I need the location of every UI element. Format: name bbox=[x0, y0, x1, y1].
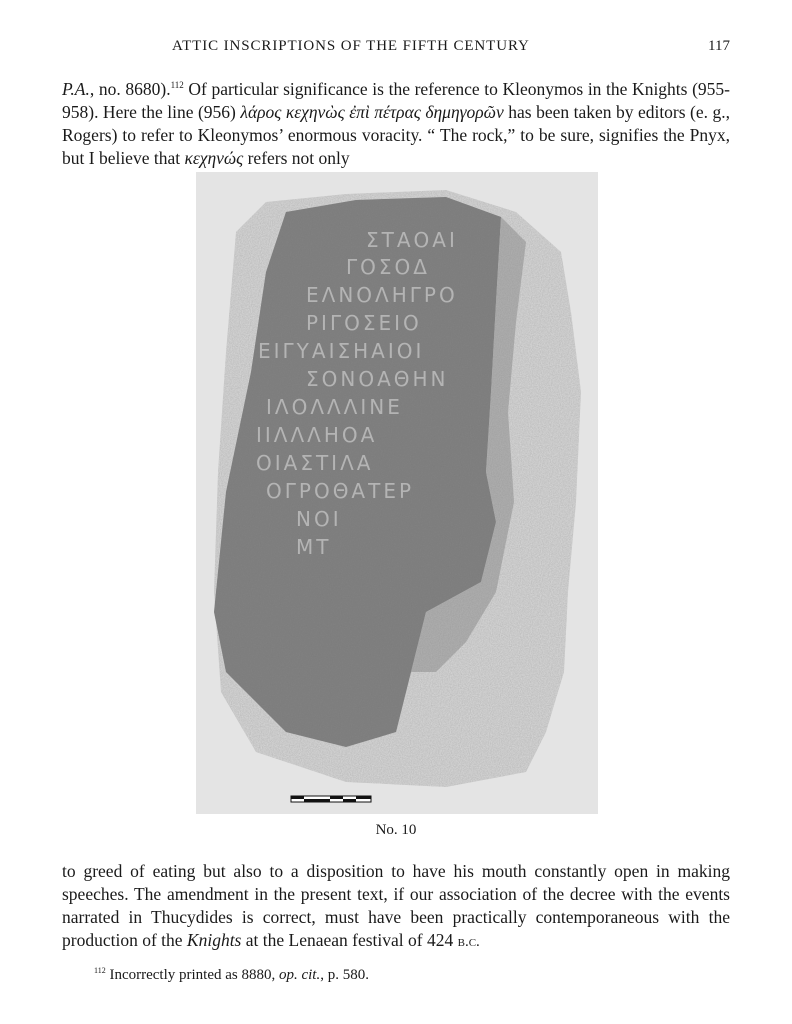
inscription-line: ΟΙΑΣΤΙΛΑ bbox=[256, 451, 374, 475]
greek-quotation: λάρος κεχηνὼς ἐπὶ πέτρας δημηγορῶν bbox=[240, 102, 504, 122]
knights-title: Knights bbox=[186, 930, 242, 950]
greek-word: κεχηνώς bbox=[184, 148, 244, 168]
inscription-line: ΜΤ bbox=[296, 535, 332, 559]
inscription-line: ΙΛΟΛΛΛΙΝΕ bbox=[266, 395, 403, 419]
inscription-line: ΣΟΝΟΑΘΗΝ bbox=[306, 367, 449, 391]
inscription-line: ΟΓΡΟΘΑΤΕΡ bbox=[266, 479, 415, 503]
text-run: , p. 580. bbox=[320, 967, 369, 983]
opcit-abbrev: op. cit. bbox=[278, 967, 321, 983]
text-run: , no. 8680). bbox=[89, 79, 171, 99]
text-run: refers not only bbox=[243, 148, 350, 168]
footnote-number: 112 bbox=[94, 966, 106, 975]
inscription-line: ΝΟΙ bbox=[296, 507, 342, 531]
page-number: 117 bbox=[708, 38, 730, 54]
pa-abbrev: P.A. bbox=[62, 79, 90, 99]
running-head bbox=[62, 38, 730, 60]
inscription-line: ΓΟΣΟΔ bbox=[346, 255, 430, 279]
inscription-line: ΕΛΝΟΛΗΓΡΟ bbox=[306, 283, 458, 307]
body-paragraph-top bbox=[62, 74, 730, 170]
text-run: has been taken by editors (e. g., Rogers) to refer to Kleonymos’ enormous voracity. “ The rock,” to be sure, signifies the Pnyx, but I believe that bbox=[62, 102, 730, 168]
text-run: to greed of eating but also to a disposition to have his mouth constantly open in making speeches. The amendment in the present text, if our association of the decree with the events narrated in Thucydides is correct, must have been practically contemporaneous with the production of the bbox=[62, 861, 730, 950]
scale-bar bbox=[291, 796, 371, 802]
text-run: Of particular significance is the reference to Kleonymos in the Knights (955-958). Here the line (956) bbox=[62, 79, 731, 122]
inscription-line: ΕΙΓΥΑΙΣΗΑΙΟΙ bbox=[258, 339, 425, 363]
inscription-photograph bbox=[196, 172, 598, 814]
era-abbrev: b.c. bbox=[457, 934, 480, 950]
inscription-photo-svg bbox=[196, 172, 598, 814]
footnote bbox=[94, 966, 734, 984]
inscription-line: ΡΙΓΟΣΕΙΟ bbox=[306, 311, 422, 335]
inscription-line: ΣΤΑΟΑΙ bbox=[366, 228, 458, 252]
inscription-line: ΙΙΛΛΛΗΟΑ bbox=[256, 423, 378, 447]
footnote-reference: 112 bbox=[170, 80, 184, 90]
running-title: ATTIC INSCRIPTIONS OF THE FIFTH CENTURY bbox=[172, 38, 530, 54]
figure-caption: No. 10 bbox=[375, 822, 417, 838]
text-run: at the Lenaean festival of 424 bbox=[241, 930, 458, 950]
body-paragraph-bottom bbox=[62, 860, 730, 954]
text-run: Incorrectly printed as 8880, bbox=[105, 967, 279, 983]
